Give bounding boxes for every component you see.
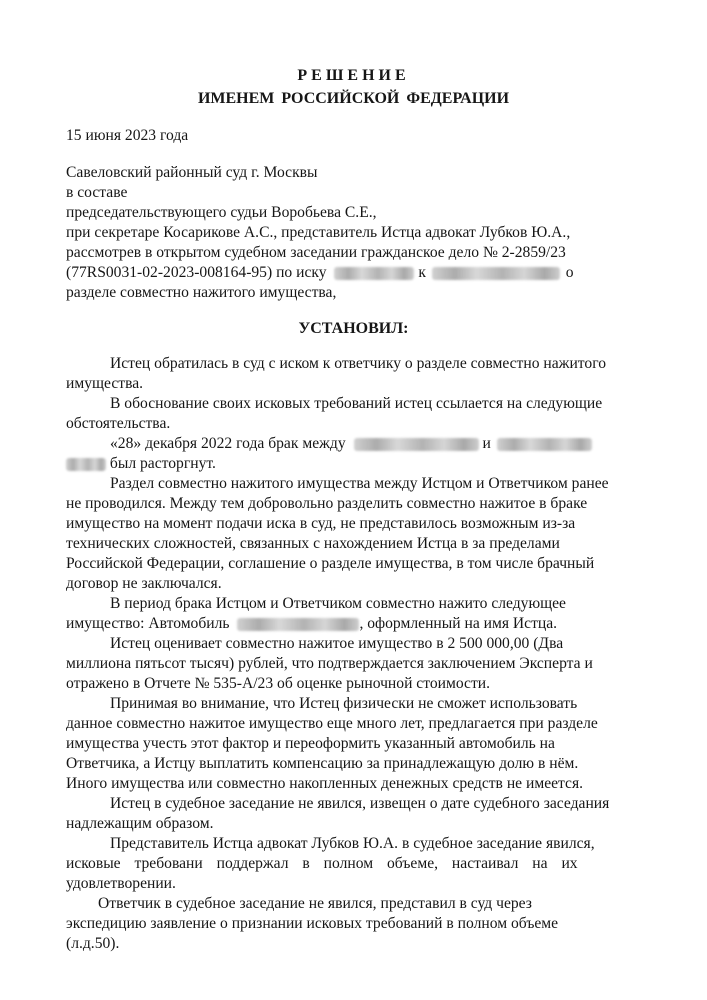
paragraph-line: Принимая во внимание, что Истец физически не сможет использовать — [110, 695, 578, 712]
paragraph-line: надлежащим образом. — [66, 815, 214, 832]
redacted-defendant-name — [432, 267, 560, 280]
divorce-line-continued — [66, 454, 216, 474]
paragraph-line: Раздел совместно нажитого имущества между Истцом и Ответчиком ранее — [110, 475, 609, 492]
divorce-conjunction: и — [482, 435, 491, 452]
paragraph-line: исковые требовани поддержал в полном объеме, настаивал на их — [66, 855, 578, 872]
paragraph-line: обстоятельства. — [66, 415, 171, 432]
decision-date: 15 июня 2023 года — [66, 127, 189, 144]
court-name: Савеловский районный суд г. Москвы — [66, 164, 318, 181]
paragraph-line: договор не заключался. — [66, 575, 222, 592]
paragraph-line: не проводился. Между тем добровольно разделить совместно нажитое в браке — [66, 495, 588, 512]
paragraph-line: (л.д.50). — [66, 935, 120, 952]
divorce-result-text: был расторгнут. — [109, 455, 216, 472]
subject-line: разделе совместно нажитого имущества, — [66, 284, 337, 301]
redacted-car-model — [237, 618, 359, 631]
paragraph-line: удовлетворении. — [66, 875, 176, 892]
judge-line: председательствующего судьи Воробьева С.Е., — [66, 204, 377, 221]
paragraph-line: технических сложностей, связанных с нахождением Истца в за пределами — [66, 535, 560, 552]
document-subtitle: ИМЕНЕМ РОССИЙСКОЙ ФЕДЕРАЦИИ — [197, 90, 510, 107]
paragraph-line: имущество на момент подачи иска в суд, не представилось возможным из-за — [66, 515, 576, 532]
case-number-text: (77RS0031-02-2023-008164-95) по иску — [66, 264, 327, 281]
case-number-suffix: о — [565, 264, 574, 281]
case-line-text: рассмотрев в открытом судебном заседании гражданское дело № 2-2859/23 — [66, 244, 566, 261]
divorce-line — [110, 434, 592, 454]
intro-line: в составе — [66, 184, 128, 201]
divorce-text: «28» декабря 2022 года брак между — [110, 435, 346, 452]
paragraph-line: миллиона пятьсот тысяч) рублей, что подтверждается заключением Эксперта и — [66, 655, 593, 672]
paragraph-line: В период брака Истцом и Ответчиком совместно нажито следующее — [110, 595, 566, 612]
property-text: имущество: Автомобиль — [66, 615, 230, 632]
paragraph-line: Истец в судебное заседание не явился, извещен о дате судебного заседания — [110, 795, 610, 812]
paragraph-line: Ответчика, а Истцу выплатить компенсацию за принадлежащую долю в нём. — [66, 755, 579, 772]
established-heading: УСТАНОВИЛ: — [298, 320, 409, 337]
paragraph-line: Ответчик в судебное заседание не явился, представил в суд через — [98, 895, 532, 912]
redacted-plaintiff-name — [334, 267, 414, 280]
redacted-spouse-name — [354, 438, 479, 451]
case-number-preposition: к — [418, 264, 426, 281]
paragraph-line: данное совместно нажитое имущество еще много лет, предлагается при разделе — [66, 715, 598, 732]
case-number-line — [66, 263, 574, 283]
case-line — [66, 243, 644, 263]
secretary-line: при секретаре Косарикове А.С., представитель Истца адвокат Лубков Ю.А., — [66, 224, 571, 241]
paragraph-line: Истец обратилась в суд с иском к ответчику о разделе совместно нажитого — [110, 355, 606, 372]
redacted-spouse-name — [497, 438, 592, 451]
property-owner-text: , оформленный на имя Истца. — [359, 615, 558, 632]
redacted-spouse-initials — [66, 458, 106, 471]
paragraph-line: Иного имущества или совместно накопленных денежных средств не имеется. — [66, 775, 584, 792]
document-title: РЕШЕНИЕ — [297, 67, 410, 84]
paragraph-line: имущества учесть этот фактор и переоформить указанный автомобиль на — [66, 735, 555, 752]
paragraph-line: В обоснование своих исковых требований истец ссылается на следующие — [110, 395, 603, 412]
paragraph-line: Российской Федерации, соглашение о разделе имущества, в том числе брачный — [66, 555, 595, 572]
paragraph-line: экспедицию заявление о признании исковых требований в полном объеме — [66, 915, 559, 932]
paragraph-line: имущества. — [66, 375, 144, 392]
paragraph-line: отражено в Отчете № 535-А/23 об оценке рыночной стоимости. — [66, 675, 491, 692]
paragraph-line: Истец оценивает совместно нажитое имущество в 2 500 000,00 (Два — [110, 635, 564, 652]
property-line — [66, 614, 557, 634]
paragraph-line: Представитель Истца адвокат Лубков Ю.А. в судебное заседание явился, — [110, 835, 595, 852]
